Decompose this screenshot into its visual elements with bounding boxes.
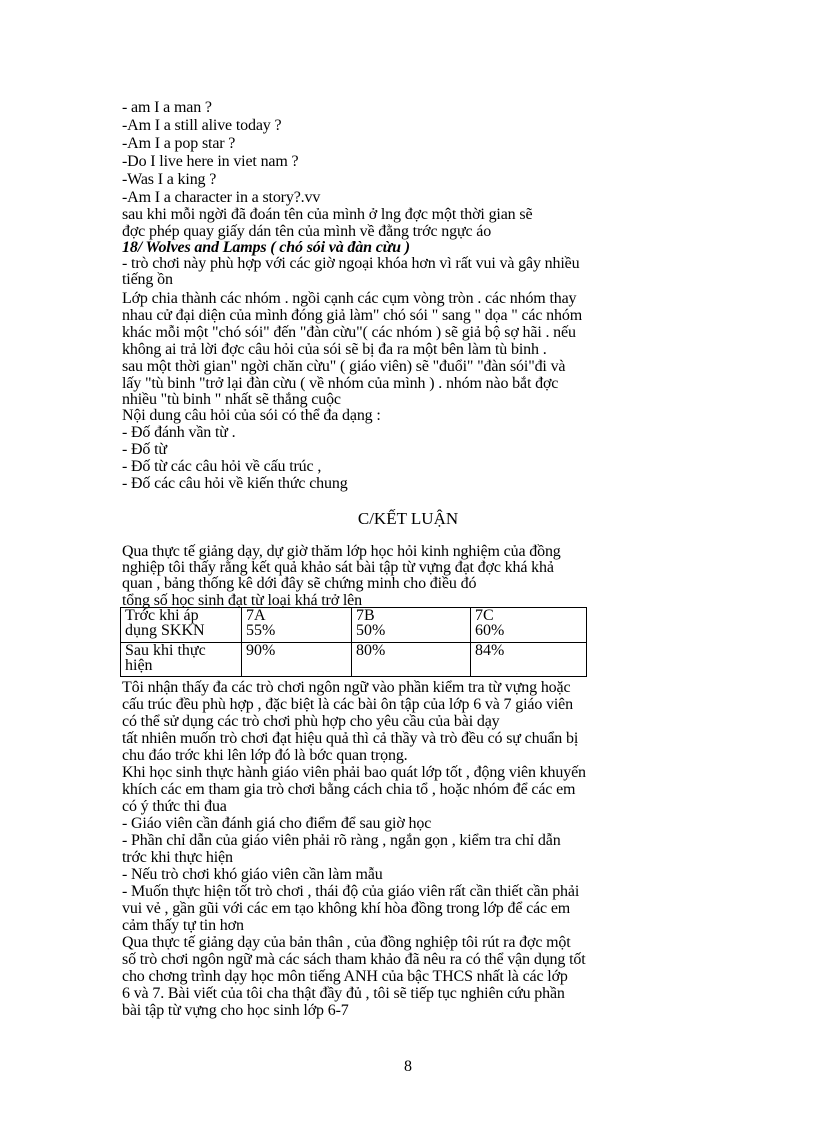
list-item: - Muốn thực hiện tốt trò chơi , thái độ của giáo viên rất cần thiết cần phải: [122, 883, 580, 900]
paragraph-line: nghiệp tôi thấy rằng kết quả khảo sát bài tập từ vựng đạt đợc khá khả: [122, 559, 554, 576]
paragraph-line: tổng số học sinh đạt từ loại khá trở lên: [122, 592, 362, 609]
table-row-label: Sau khi thực hiện: [121, 643, 242, 677]
list-item: - Đố đánh vần từ .: [122, 424, 236, 441]
list-item: - Đố từ các câu hỏi về cấu trúc ,: [122, 458, 322, 475]
paragraph-line: sau khi mỗi ngời đã đoán tên của mình ở lng đợc một thời gian sẽ: [122, 206, 533, 223]
paragraph-line: nhiều "tù binh " nhất sẽ thắng cuộc: [122, 391, 341, 408]
paragraph-line: chu đáo trớc khi lên lớp đó là bớc quan trọng.: [122, 747, 408, 764]
paragraph-line: tất nhiên muốn trò chơi đạt hiệu quả thì cả thầy và trò đều có sự chuẩn bị: [122, 730, 579, 747]
paragraph-line: không ai trả lời đợc câu hỏi của sói sẽ bị đa ra một bên làm tù binh .: [122, 341, 547, 358]
paragraph-line: cấu trúc đều phù hợp , đặc biệt là các bài ôn tập của lớp 6 và 7 giáo viên: [122, 696, 573, 713]
paragraph-line: - trò chơi này phù hợp với các giờ ngoại khóa hơn vì rất vui và gây nhiều: [122, 255, 580, 272]
paragraph-line: 6 và 7. Bài viết của tôi cha thật đầy đủ , tôi sẽ tiếp tục nghiên cứu phần: [122, 985, 565, 1002]
section-prefix: C/: [357, 509, 374, 528]
paragraph-line: Lớp chia thành các nhóm . ngồi cạnh các cụm vòng tròn . các nhóm thay: [122, 290, 577, 307]
question-line: -Do I live here in viet nam ?: [122, 153, 299, 170]
paragraph-line: bài tập từ vựng cho học sinh lớp 6-7: [122, 1002, 349, 1019]
page-number: 8: [404, 1058, 412, 1075]
list-item: trớc khi thực hiện: [122, 849, 233, 866]
section-heading: [0, 509, 816, 529]
paragraph-line: có ý thức thi đua: [122, 798, 227, 815]
paragraph-line: Tôi nhận thấy đa các trò chơi ngôn ngữ vào phần kiểm tra từ vựng hoặc: [122, 679, 571, 696]
question-line: -Am I a still alive today ?: [122, 117, 282, 134]
table-cell: 7A 55%: [242, 608, 352, 643]
paragraph-line: Qua thực tế giảng dạy, dự giờ thăm lớp học hỏi kinh nghiệm của đồng: [122, 543, 561, 560]
list-item: vui vẻ , gần gũi với các em tạo không khí hòa đồng trong lớp để các em: [122, 900, 571, 917]
paragraph-line: cho chơng trình dạy học môn tiếng ANH của bậc THCS nhất là các lớp: [122, 968, 568, 985]
game-heading: 18/ Wolves and Lamps ( chó sói và đàn cừu ): [122, 239, 410, 256]
paragraph-line: Nội dung câu hỏi của sói có thể đa dạng :: [122, 407, 381, 424]
section-title: KẾT LUẬN: [373, 509, 459, 528]
table-cell: 7B 50%: [352, 608, 471, 643]
question-line: -Am I a pop star ?: [122, 135, 236, 152]
results-table: [120, 607, 587, 677]
question-line: -Am I a character in a story?.vv: [122, 189, 321, 206]
table-cell: 84%: [471, 643, 587, 677]
paragraph-line: có thể sử dụng các trò chơi phù hợp cho yêu cầu của bài dạy: [122, 713, 500, 730]
table-cell: 80%: [352, 643, 471, 677]
paragraph-line: số trò chơi ngôn ngữ mà các sách tham khảo đã nêu ra có thể vận dụng tốt: [122, 951, 586, 968]
table-row: [121, 608, 587, 643]
paragraph-line: lấy "tù binh "trở lại đàn cừu ( về nhóm của mình ) . nhóm nào bắt đợc: [122, 375, 559, 392]
table-row: [121, 643, 587, 677]
list-item: cảm thấy tự tin hơn: [122, 917, 244, 934]
list-item: - Phần chỉ dẫn của giáo viên phải rõ ràng , ngắn gọn , kiểm tra chỉ dẫn: [122, 832, 561, 849]
question-line: - am I a man ?: [122, 99, 212, 116]
paragraph-line: Qua thực tế giảng dạy của bản thân , của đồng nghiệp tôi rút ra đợc một: [122, 934, 571, 951]
paragraph-line: khích các em tham gia trò chơi bằng cách chia tổ , hoặc nhóm để các em: [122, 781, 576, 798]
list-item: - Đố từ: [122, 441, 167, 458]
paragraph-line: nhau cử đại diện của mình đóng giả làm" chó sói " sang " dọa " các nhóm: [122, 307, 583, 324]
table-cell: 90%: [242, 643, 352, 677]
table-row-label: Trớc khi áp dụng SKKN: [121, 608, 242, 643]
paragraph-line: Khi học sinh thực hành giáo viên phải bao quát lớp tốt , động viên khuyến: [122, 764, 586, 781]
list-item: - Đố các câu hỏi về kiến thức chung: [122, 475, 348, 492]
paragraph-line: tiếng ồn: [122, 271, 173, 288]
paragraph-line: khác mỗi một "chó sói" đến "đàn cừu"( các nhóm ) sẽ giả bộ sợ hãi . nếu: [122, 324, 576, 341]
paragraph-line: sau một thời gian" ngời chăn cừu" ( giáo viên) sẽ "đuổi" "đàn sói"đi và: [122, 358, 566, 375]
paragraph-line: quan , bảng thống kê dới đây sẽ chứng minh cho điều đó: [122, 575, 477, 592]
list-item: - Nếu trò chơi khó giáo viên cần làm mẫu: [122, 866, 383, 883]
paragraph-line: đợc phép quay giấy dán tên của mình về đằng trớc ngực áo: [122, 223, 492, 240]
table-cell: 7C 60%: [471, 608, 587, 643]
list-item: - Giáo viên cần đánh giá cho điểm để sau giờ học: [122, 815, 432, 832]
question-line: -Was I a king ?: [122, 171, 217, 188]
